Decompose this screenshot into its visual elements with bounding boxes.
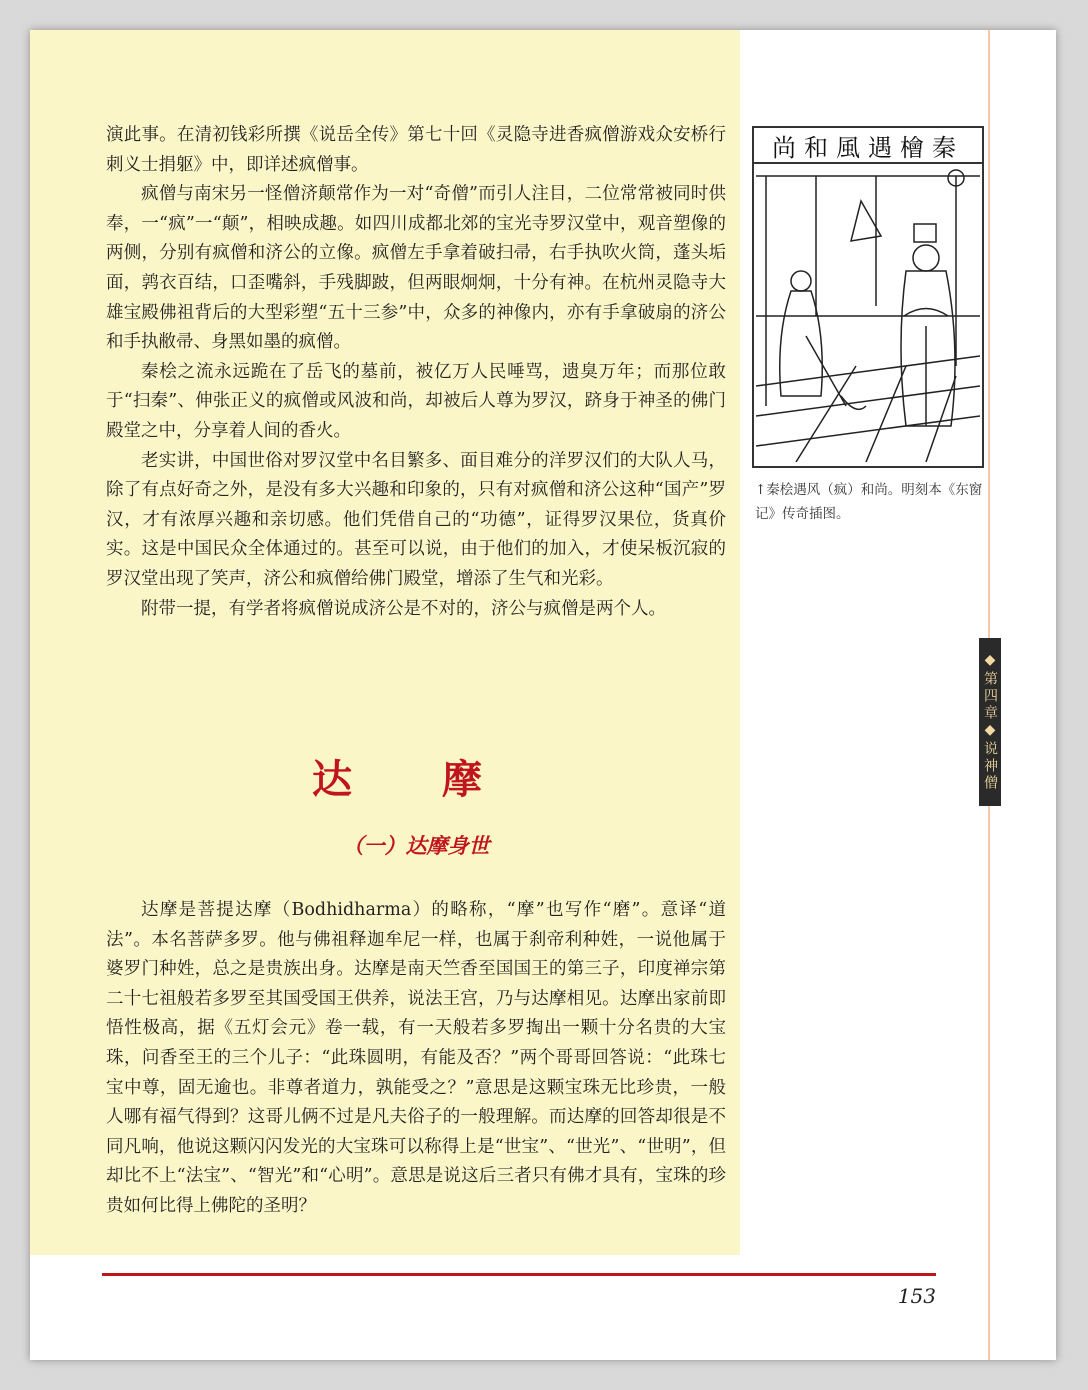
illustration-artwork: [756, 166, 980, 462]
paragraph: 秦桧之流永远跪在了岳飞的墓前，被亿万人民唾骂，遗臭万年；而那位敢于“扫秦”、伸张正义的疯僧或风波和尚，却被后人尊为罗汉，跻身于神圣的佛门殿堂之中，分享着人间的香火。: [106, 361, 726, 441]
upper-text-block: [106, 121, 726, 624]
chapter-tab: [979, 638, 1001, 806]
book-page: [30, 30, 1056, 1360]
illustration-title: 秦檜遇風和尚: [754, 128, 982, 164]
paragraph: 附带一提，有学者将疯僧说成济公是不对的，济公与疯僧是两个人。: [141, 598, 666, 619]
paragraph: 老实讲，中国世俗对罗汉堂中名目繁多、面目难分的洋罗汉们的大队人马，除了有点好奇之外，是没有多大兴趣和印象的，只有对疯僧和济公这种“国产”罗汉，才有浓厚兴趣和亲切感。他们凭借自己的“功德”，证得罗汉果位，货真价实。这是中国民众全体通过的。甚至可以说，由于他们的加入，才使呆板沉寂的罗汉堂出现了笑声，济公和疯僧给佛门殿堂，增添了生气和光彩。: [106, 450, 726, 589]
woodblock-illustration: [752, 126, 984, 468]
paragraph: 疯僧与南宋另一怪僧济颠常作为一对“奇僧”而引人注目，二位常常被同时供奉，一“疯”一“颠”，相映成趣。如四川成都北郊的宝光寺罗汉堂中，观音塑像的两侧，分别有疯僧和济公的立像。疯僧左手拿着破扫帚，右手执吹火筒，蓬头垢面，鹑衣百结，口歪嘴斜，手残脚跛，但两眼炯炯，十分有神。在杭州灵隐寺大雄宝殿佛祖背后的大型彩塑“五十三参”中，众多的神像内，亦有手拿破扇的济公和手执敝帚、身黑如墨的疯僧。: [106, 184, 726, 353]
illustration-caption: ↑秦桧遇风（疯）和尚。明刻本《东窗记》传奇插图。: [755, 482, 983, 522]
section-title: 达 摩: [312, 757, 520, 803]
chapter-tab-label: ◆第四章◆说神僧: [982, 652, 998, 792]
lower-text-block: [106, 896, 726, 1222]
page-number: 153: [897, 1284, 936, 1308]
paragraph: 演此事。在清初钱彩所撰《说岳全传》第七十回《灵隐寺进香疯僧游戏众安桥行刺义士捐躯》中，即详述疯僧事。: [106, 125, 726, 175]
footer-rule: [102, 1273, 936, 1276]
paragraph: 达摩是菩提达摩（Bodhidharma）的略称，“摩”也写作“磨”。意译“道法”。本名菩萨多罗。他与佛祖释迦牟尼一样，也属于刹帝利种姓，一说他属于婆罗门种姓，总之是贵族出身。达摩是南天竺香至国国王的第三子，印度禅宗第二十七祖般若多罗至其国受国王供养，说法王宫，乃与达摩相见。达摩出家前即悟性极高，据《五灯会元》卷一载，有一天般若多罗掏出一颗十分名贵的大宝珠，问香至王的三个儿子：“此珠圆明，有能及否？”两个哥哥回答说：“此珠七宝中尊，固无逾也。非尊者道力，孰能受之？”意思是这颗宝珠无比珍贵，一般人哪有福气得到？这哥儿俩不过是凡夫俗子的一般理解。而达摩的回答却很是不同凡响，他说这颗闪闪发光的大宝珠可以称得上是“世宝”、“世光”、“世明”，但却比不上“法宝”、“智光”和“心明”。意思是说这后三者只有佛才具有，宝珠的珍贵如何比得上佛陀的圣明？: [106, 900, 726, 1216]
subsection-title: （一）达摩身世: [342, 834, 490, 858]
